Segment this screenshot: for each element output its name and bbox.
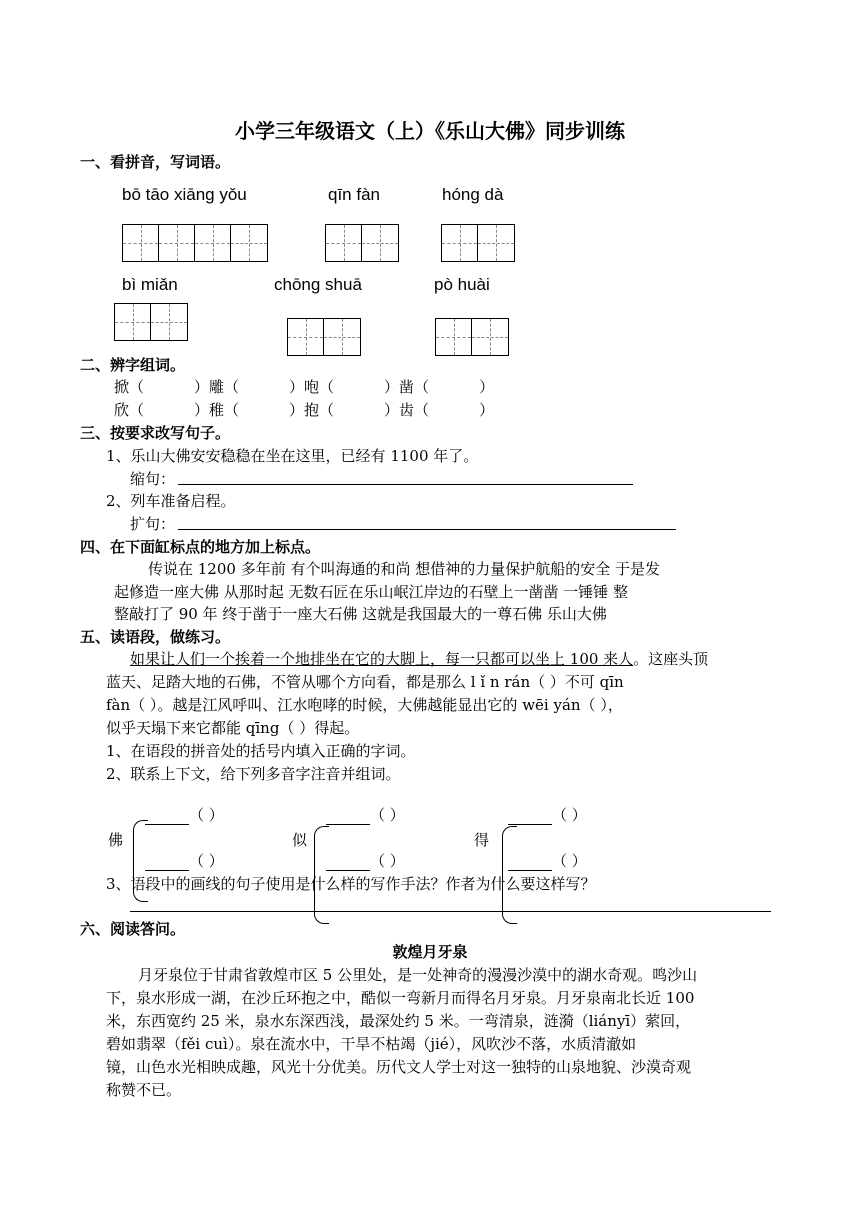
paren-blank: （ ）: [370, 852, 405, 870]
pinyin-blank-3a[interactable]: [508, 804, 587, 825]
punct-line-1: 传说在 1200 多年前 有个叫海通的和尚 想借神的力量保护航船的安全 于是发: [148, 560, 661, 578]
story-line-2: 下，泉水形成一湖，在沙丘环抱之中，酷似一弯新月而得名月牙泉。月牙泉南北长近 100: [106, 989, 695, 1007]
paren-close: ）: [479, 378, 495, 396]
paren-blank: （ ）: [552, 806, 587, 824]
paren-blank: （ ）: [189, 852, 224, 870]
pinyin-pohuai: pò huài: [434, 275, 490, 294]
polyphone-si: 似: [292, 831, 308, 849]
pinyin-botao-xiangyou: bō tāo xiāng yǒu: [122, 185, 247, 204]
char-zao: ）凿（: [384, 378, 430, 396]
exercise-q3: 3、语段中的画线的句子使用是什么样的写作手法？作者为什么要这样写？: [106, 875, 596, 893]
reading-line-1: [130, 648, 708, 669]
paren-blank: （ ）: [370, 806, 405, 824]
char-xian: 掀（: [114, 378, 145, 396]
expand-label: 扩句：: [130, 515, 176, 533]
pinyin-qinfan: qīn fàn: [328, 185, 380, 204]
word-group-row-2: [114, 399, 494, 420]
answer-grid-5[interactable]: [287, 318, 361, 356]
story-title: 敦煌月牙泉: [392, 943, 468, 961]
answer-grid-2[interactable]: [325, 224, 399, 262]
paren-close: ）: [479, 401, 495, 419]
punct-line-3: 整敲打了 90 年 终于凿于一座大石佛 这就是我国最大的一尊石佛 乐山大佛: [114, 605, 607, 623]
pinyin-chongshua: chōng shuā: [274, 275, 362, 294]
polyphone-de: 得: [474, 831, 490, 849]
expand-answer-line[interactable]: [178, 529, 676, 530]
underlined-sentence: 如果让人们一个挨着一个地排坐在它的大脚上，每一只都可以坐上 100 来人: [130, 650, 634, 668]
section-4-heading: 四、在下面缸标点的地方加上标点。: [80, 538, 321, 556]
reading-line-3: fàn（ ）。越是江风呼叫、江水咆哮的时候，大佛越能显出它的 wēi yán（ ），: [106, 696, 623, 714]
punct-line-2: 起修造一座大佛 从那时起 无数石匠在乐山岷江岸边的石壁上一凿凿 一锤锤 整: [114, 583, 629, 601]
section-2-heading: 二、辨字组词。: [80, 356, 186, 374]
story-line-4: 碧如翡翠（fěi cuì）。泉在流水中，干旱不枯竭（jié），风吹沙不落，水质清澈如: [106, 1035, 637, 1053]
shorten-answer-line[interactable]: [178, 484, 633, 485]
reading-line-4: 似乎天塌下来它都能 qīng（ ）得起。: [106, 719, 360, 737]
q3-answer-line[interactable]: [130, 911, 771, 912]
pinyin-hongda: hóng dà: [442, 185, 504, 204]
char-xin: 欣（: [114, 401, 145, 419]
section-5-heading: 五、读语段，做练习。: [80, 628, 231, 646]
paren-blank: （ ）: [189, 806, 224, 824]
pinyin-blank-2a[interactable]: [326, 804, 405, 825]
reading-line-2: 蓝天、足踏大地的石佛，不管从哪个方向看，都是那么 l ǐ n rán（ ）不可 qīn: [106, 673, 624, 691]
pinyin-blank-2b[interactable]: [326, 850, 405, 871]
char-pao: ）咆（: [289, 378, 335, 396]
char-diao: ）雕（: [194, 378, 240, 396]
exercise-q1: 1、在语段的拼音处的括号内填入正确的字词。: [106, 742, 416, 760]
section-6-heading: 六、阅读答问。: [80, 920, 186, 938]
story-line-5: 镜，山色水光相映成趣，风光十分优美。历代文人学士对这一独特的山泉地貌、沙漠奇观: [106, 1058, 692, 1076]
rewrite-q1: 1、乐山大佛安安稳稳在坐在这里，已经有 1100 年了。: [106, 447, 479, 465]
paren-blank: （ ）: [552, 852, 587, 870]
char-zhi: ）稚（: [194, 401, 240, 419]
story-line-6: 称赞不已。: [106, 1081, 182, 1099]
answer-grid-1[interactable]: [122, 224, 268, 262]
reading-line-1-rest: 。这座头顶: [633, 650, 709, 668]
word-group-row-1: [114, 376, 494, 397]
exercise-q2: 2、联系上下文，给下列多音字注音并组词。: [106, 765, 401, 783]
answer-grid-3[interactable]: [441, 224, 515, 262]
story-line-3: 米，东西宽约 25 米，泉水东深西浅，最深处约 5 米。一弯清泉，涟漪（liányī）萦回，: [106, 1012, 691, 1030]
pinyin-blank-1b[interactable]: [145, 850, 224, 871]
rewrite-q2: 2、列车准备启程。: [106, 492, 236, 510]
story-line-1: 月牙泉位于甘肃省敦煌市区 5 公里处，是一处神奇的漫漫沙漠中的湖水奇观。鸣沙山: [138, 966, 698, 984]
section-1-heading: 一、看拼音，写词语。: [80, 153, 231, 171]
section-3-heading: 三、按要求改写句子。: [80, 424, 231, 442]
pinyin-bimian: bì miǎn: [122, 275, 178, 294]
pinyin-blank-3b[interactable]: [508, 850, 587, 871]
pinyin-blank-1a[interactable]: [145, 804, 224, 825]
answer-grid-4[interactable]: [114, 303, 188, 341]
answer-grid-6[interactable]: [435, 318, 509, 356]
char-bao: ）抱（: [289, 401, 335, 419]
shorten-label: 缩句：: [130, 470, 176, 488]
char-chi: ）齿（: [384, 401, 430, 419]
polyphone-fo: 佛: [108, 831, 124, 849]
page-title: 小学三年级语文（上）《乐山大佛》同步训练: [235, 119, 625, 143]
